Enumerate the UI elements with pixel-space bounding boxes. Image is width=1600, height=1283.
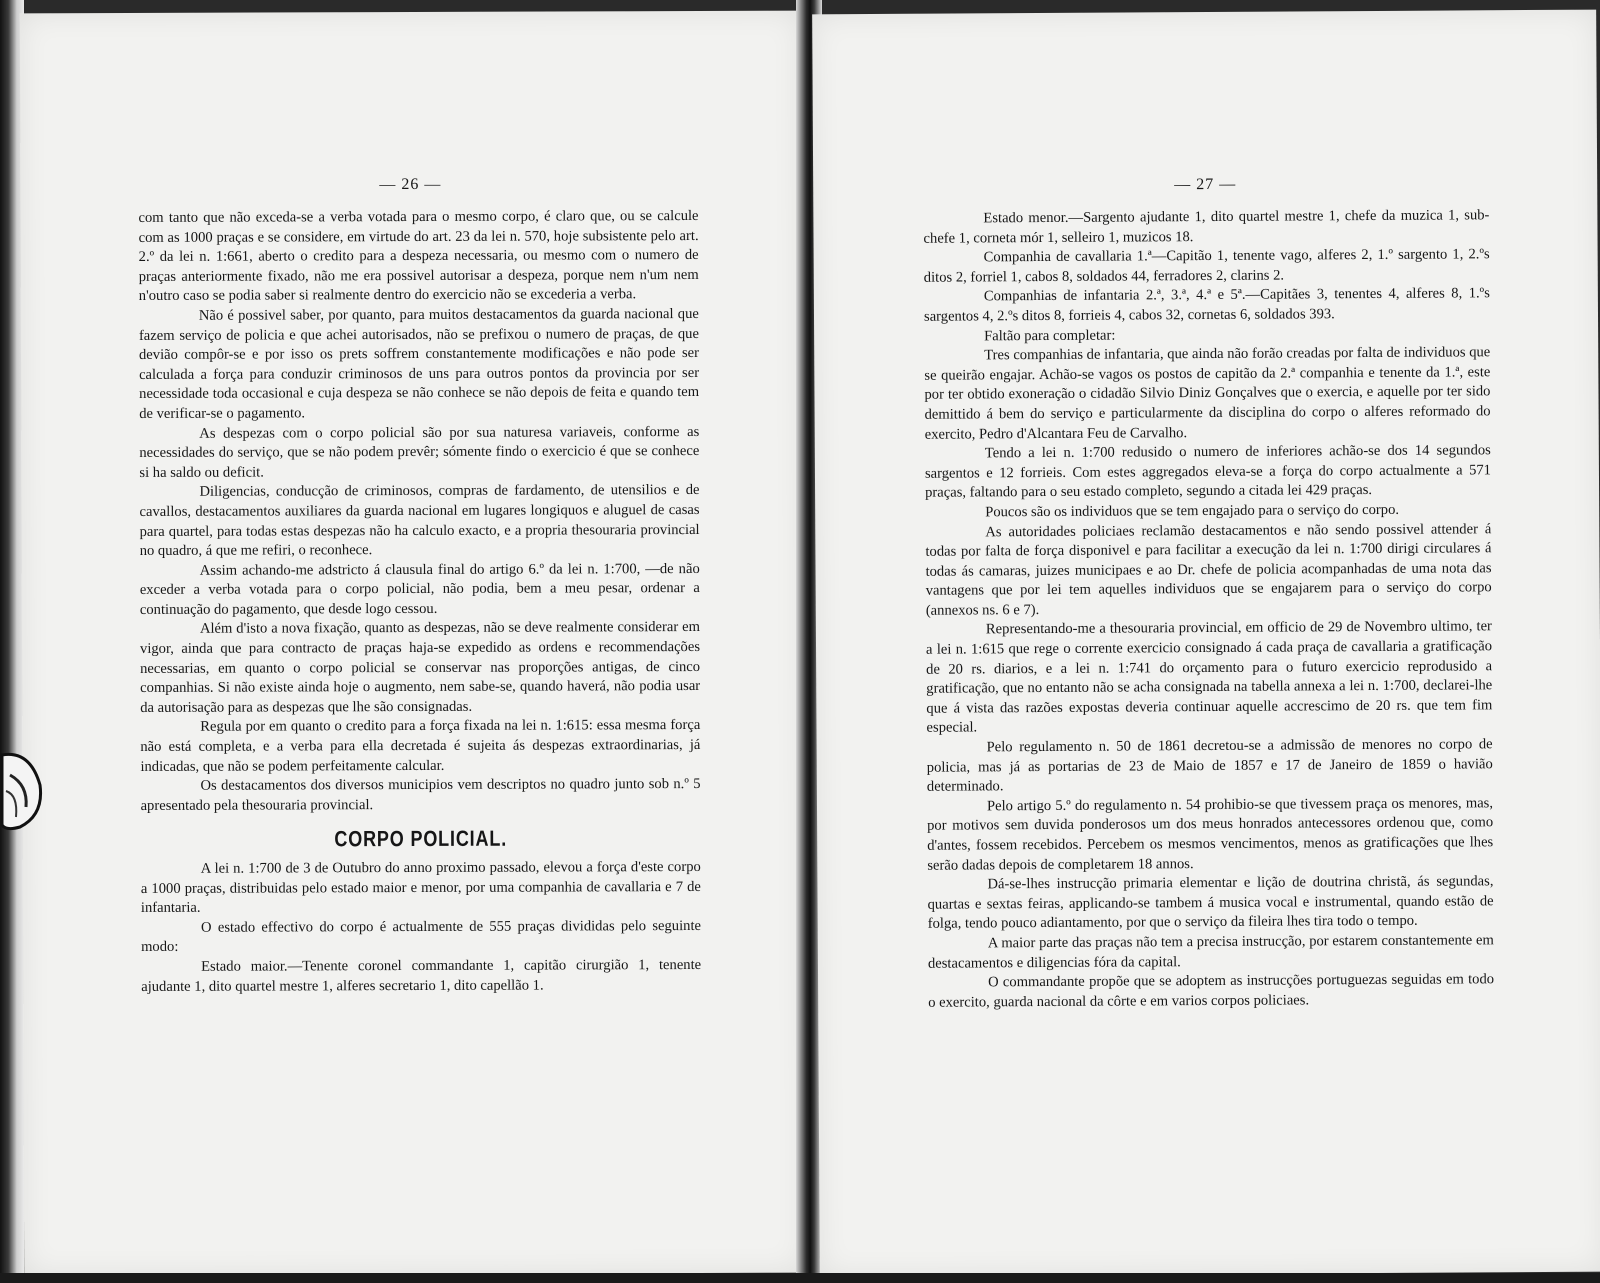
paragraph: Companhia de cavallaria 1.ª—Capitão 1, tenente vago, alferes 2, 1.º sargento 1, 2.ºs ditos 2, forriel 1, cabos 8, soldados 44, ferradores 2, clarins 2. — [923, 246, 1490, 286]
paragraph: Faltão para completar: — [984, 327, 1116, 344]
paragraph: Tres companhias de infantaria, que ainda não forão creadas por falta de individuos que se queirão engajar. Achão-se vagos os postos de capitão da 2.ª companhia e tenente da 1.ª, este por ter obtido exoneração o cidadão Silvio Diniz Gonçalves que o exercia, e aquelle por ter sido demittido á bem do serviço e particularmente da disciplina do corpo o alferes reformado do exercito, Pedro d'Alcantara Feu de Carvalho. — [924, 344, 1491, 443]
paragraph: Pelo artigo 5.º do regulamento n. 54 prohibio-se que tivessem praça os menores, mas, por motivos sem duvida ponderosos um dos meus honrados antecessores ordenou que, como d'antes, fossem recebidos. Percebem os mesmos vencimentos, menos as gratificações que lhes serão dadas depois de completarem 18 annos. — [927, 795, 1494, 874]
page-number-27: — 27 — — [1174, 175, 1237, 194]
paragraph: Além d'isto a nova fixação, quanto as despezas, não se deve realmente considerar em vigor, ainda que para contracto de praças haja-se expedido as ordens e recommendações necessarias, em quanto o corpo policial se conservar nas proporções antigas, de cinco companhias. Si não existe ainda hoje o augmento, nem sabe-se, quando haverá, não podia usar da autorisação para as despezas que lhe são consignadas. — [139, 619, 701, 716]
paragraph: O commandante propõe que se adoptem as instrucções portuguezas seguidas em todo o exercito, guarda nacional da côrte e em varios corpos policiaes. — [928, 971, 1495, 1011]
paragraph: Os destacamentos dos diversos municipios vem descriptos no quadro junto sob n.º 5 apresentado pela thesouraria provincial. — [140, 776, 701, 814]
paragraph: As despezas com o corpo policial são por sua naturesa variaveis, conforme as necessidades do serviço, que se não podem prevêr; sómente findo o exercicio é que se conhece si ha saldo ou deficit. — [139, 423, 700, 481]
binder-clip-icon — [0, 745, 46, 835]
paragraph: Poucos são os individuos que se tem engajado para o serviço do corpo. — [985, 501, 1400, 521]
left-page — [20, 11, 804, 1276]
right-page — [812, 10, 1600, 1277]
paragraph: A lei n. 1:700 de 3 de Outubro do anno proximo passado, elevou a força d'este corpo a 1000 praças, distribuidas pelo estado maior e menor, por uma companhia de cavallaria e 7 de infantaria. — [140, 858, 701, 917]
paragraph: Representando-me a thesouraria provincial, em officio de 29 de Novembro ultimo, ter a lei n. 1:615 que rege o corrente exercicio consignado á cada praça de cavallaria a gratificação de 20 rs. diarios, e a lei n. 1:741 do orçamento para o futuro exercicio reprodusido a gratificação, que no entanto não se acha consignada na tabella annexa a lei n. 1:700, declarei-lhe que á vista das razões expostas deveria continuar aquelle accrescimo de 20 rs. que tem fim especial. — [925, 618, 1493, 737]
paragraph: Dá-se-lhes instrucção primaria elementar e lição de doutrina christã, ás segundas, quartas e sextas feiras, applicando-se tambem á musica vocal e instrumental, quando estão de folga, tendo pouco adiantamento, por que o serviço da fileira lhes tira todo o tempo. — [927, 873, 1494, 933]
paragraph: Pelo regulamento n. 50 de 1861 decretou-se a admissão de menores no corpo de policia, mas já as portarias de 23 de Maio de 1857 e 17 de Janeiro de 1859 o havião determinado. — [926, 736, 1493, 795]
paragraph: Assim achando-me adstricto á clausula final do artigo 6.º da lei n. 1:700, —de não exceder a verba votada para o corpo policial, não podia, bem a meu pesar, ordenar a continuação do pagamento, que desde logo cessou. — [139, 560, 700, 618]
left-text-column — [138, 207, 701, 997]
paragraph: Estado maior.—Tenente coronel commandante 1, capitão cirurgião 1, tenente ajudante 1, dito quartel mestre 1, alferes secretario 1, dito capellão 1. — [141, 956, 702, 995]
scan-bottom-border — [0, 1273, 1600, 1283]
right-text-column — [923, 206, 1494, 1013]
paragraph: Diligencias, conducção de criminosos, compras de fardamento, de utensilios e de cavallos, destacamentos auxiliares da guarda nacional em lugares longiquos e aluguel de casas para quartel, para todas estas despezas não ha calculo exacto, e a propria thesouraria provincial no quadro, á que me refiri, o reconhece. — [139, 482, 700, 560]
paragraph: A maior parte das praças não tem a precisa instrucção, por estarem constantemente em destacamentos e diligencias fóra da capital. — [927, 932, 1494, 972]
paragraph: Regula por em quanto o credito para a força fixada na lei n. 1:615: essa mesma força não está completa, e a verba para ella decretada é sujeita ás despezas extraordinarias, já indicadas, que não se podem perfeitamente calcular. — [140, 717, 701, 775]
paragraph: Estado menor.—Sargento ajudante 1, dito quartel mestre 1, chefe da muzica 1, sub-chefe 1, corneta mór 1, selleiro 1, muzicos 18. — [923, 207, 1490, 247]
page-number-26: — 26 — — [379, 175, 442, 194]
paragraph: Companhias de infantaria 2.ª, 3.ª, 4.ª e 5ª.—Capitães 3, tenentes 4, alferes 8, 1.ºs sargentos 4, 2.ºs ditos 8, forrieis 4, cabos 32, cornetas 6, soldados 393. — [923, 285, 1490, 325]
paragraph: Tendo a lei n. 1:700 redusido o numero de inferiores achão-se dos 14 segundos sargentos e 12 forrieis. Com estes aggregados eleva-se a força do corpo actualmente a 571 praças, faltando para o seu estado completo, segundo a citada lei 429 praças. — [924, 442, 1491, 502]
section-title-corpo-policial: CORPO POLICIAL. — [334, 826, 508, 852]
paragraph: com tanto que não exceda-se a verba votada para o mesmo corpo, é claro que, ou se calcule com as 1000 praças e se considere, em virtude do art. 23 da lei n. 570, hoje subsistente pelo art. 2.º da lei n. 1:661, aberto o credito para a despeza necessaria, ou mesmo com o numero de praças anteriormente fixado, não me era possivel autorisar a despeza, porque nem n'um nem n'outro caso se podia saber si realmente dentro do exercicio não se excederia a verba. — [138, 207, 699, 305]
paragraph: Não é possivel saber, por quanto, para muitos destacamentos da guarda nacional que fazem serviço de policia e que achei autorisados, não se prefixou o numero de praças, de que devião compôr-se e por isso os prets soffrem constantemente modificações e não pode ser calculada a força para conduzir criminosos de uns para outros pontos da provincia por ser necessidade toda occasional e cuja despeza se não conhece se não depois de feita e quando tem de verificar-se o pagamento. — [138, 305, 700, 422]
paragraph: As autoridades policiaes reclamão destacamentos e não sendo possivel attender á todas por falta de força disponivel e para facilitar a execução da lei n. 1:700 dirigi circulares á todas ás camaras, juizes municipaes e ao Dr. chefe de policia acompanhadas de uma nota das vantagens que por lei tem aquelles individuos que se engajarem para o serviço do corpo (annexos ns. 6 e 7). — [925, 520, 1492, 619]
paragraph: O estado effectivo do corpo é actualmente de 555 praças divididas pelo seguinte modo: — [141, 917, 702, 956]
